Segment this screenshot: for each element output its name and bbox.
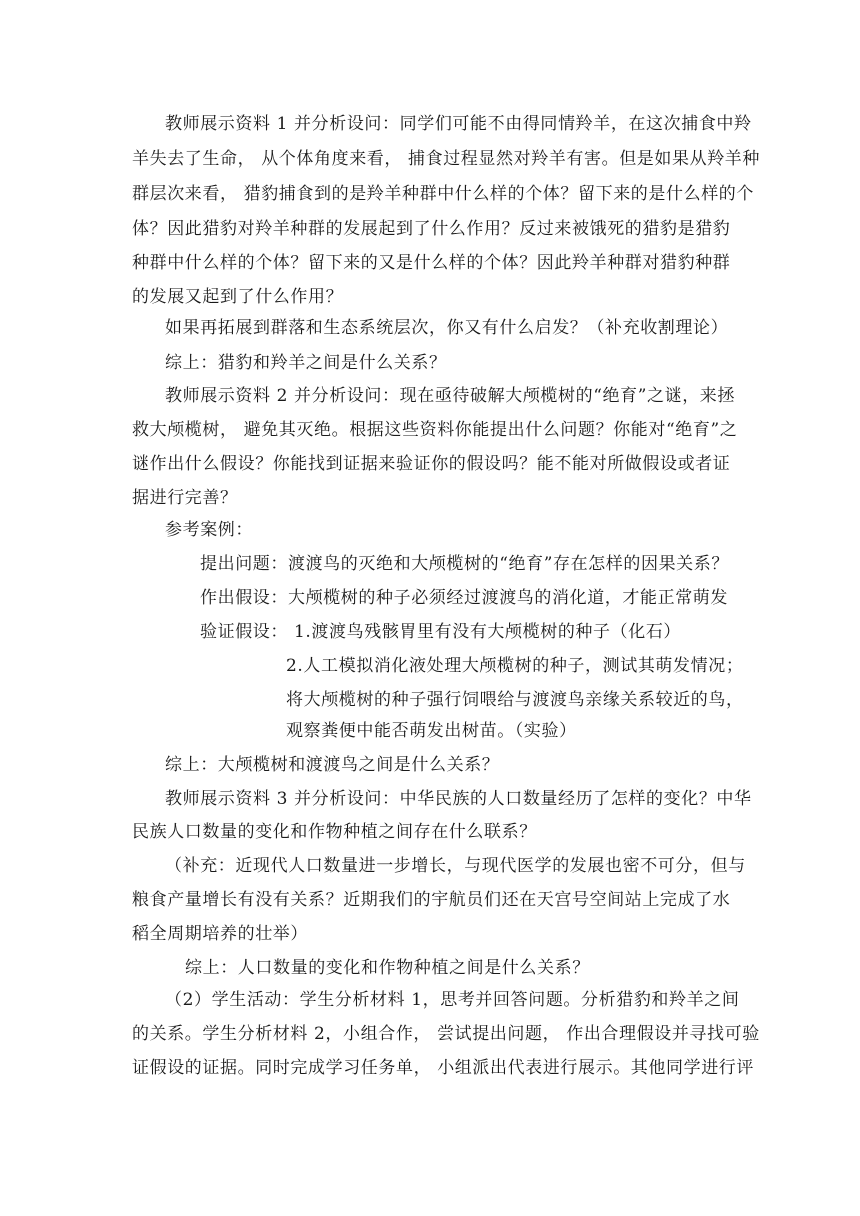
text-line: 综上：猎豹和羚羊之间是什么关系？ — [165, 353, 447, 373]
text-line: 救大颅榄树， 避免其灭绝。根据这些资料你能提出什么问题？你能对“绝育”之 — [132, 420, 738, 440]
text-line: 如果再拓展到群落和生态系统层次，你又有什么启发？（补充收割理论） — [165, 318, 729, 338]
text-line: 据进行完善？ — [132, 488, 238, 508]
text-line: 证假设的证据。同时完成学习任务单， 小组派出代表进行展示。其他同学进行评 — [132, 1058, 755, 1078]
text-line: 的发展又起到了什么作用？ — [132, 287, 344, 307]
text-line: 种群中什么样的个体？留下来的又是什么样的个体？因此羚羊种群对猎豹种群 — [132, 253, 731, 273]
text-line: 综上：人口数量的变化和作物种植之间是什么关系？ — [185, 958, 590, 978]
text-line: 粮食产量增长有没有关系？近期我们的宇航员们还在天宫号空间站上完成了水 — [132, 890, 731, 910]
text-line: （2）学生活动：学生分析材料 1，思考并回答问题。分析猎豹和羚羊之间 — [165, 990, 740, 1010]
text-line: 稻全周期培养的壮举） — [132, 924, 308, 944]
text-line: 2.人工模拟消化液处理大颅榄树的种子，测试其萌发情况； — [286, 656, 744, 676]
text-line: 将大颅榄树的种子强行饲喂给与渡渡鸟亲缘关系较近的鸟， — [286, 690, 744, 710]
text-line: 群层次来看， 猎豹捕食到的是羚羊种群中什么样的个体？留下来的是什么样的个 — [132, 184, 755, 204]
text-line: 观察粪便中能否萌发出树苗。（实验） — [286, 721, 577, 741]
text-line: 教师展示资料 2 并分析设问：现在亟待破解大颅榄树的“绝育”之谜，来拯 — [165, 386, 736, 406]
text-line: 提出问题：渡渡鸟的灭绝和大颅榄树的“绝育”存在怎样的因果关系？ — [200, 554, 729, 574]
text-line: 谜作出什么假设？你能找到证据来验证你的假设吗？能不能对所做假设或者证 — [132, 454, 731, 474]
text-line: 民族人口数量的变化和作物种植之间存在什么联系？ — [132, 822, 537, 842]
text-line: （补充：近现代人口数量进一步增长，与现代医学的发展也密不可分，但与 — [165, 856, 746, 876]
text-line: 体？因此猎豹对羚羊种群的发展起到了什么作用？反过来被饿死的猎豹是猎豹 — [132, 219, 731, 239]
text-line: 羊失去了生命， 从个体角度来看， 捕食过程显然对羚羊有害。但是如果从羚羊种 — [132, 149, 761, 169]
text-line: 教师展示资料 1 并分析设问：同学们可能不由得同情羚羊，在这次捕食中羚 — [165, 114, 752, 134]
text-line: 的关系。学生分析材料 2，小组合作， 尝试提出问题， 作出合理假设并寻找可验 — [132, 1024, 760, 1044]
text-line: 教师展示资料 3 并分析设问：中华民族的人口数量经历了怎样的变化？中华 — [165, 789, 752, 809]
text-line: 验证假设： 1.渡渡鸟残骸胃里有没有大颅榄树的种子（化石） — [200, 622, 682, 642]
text-line: 参考案例： — [165, 520, 253, 540]
text-line: 综上：大颅榄树和渡渡鸟之间是什么关系？ — [165, 755, 500, 775]
text-line: 作出假设：大颅榄树的种子必须经过渡渡鸟的消化道，才能正常萌发 — [200, 588, 728, 608]
